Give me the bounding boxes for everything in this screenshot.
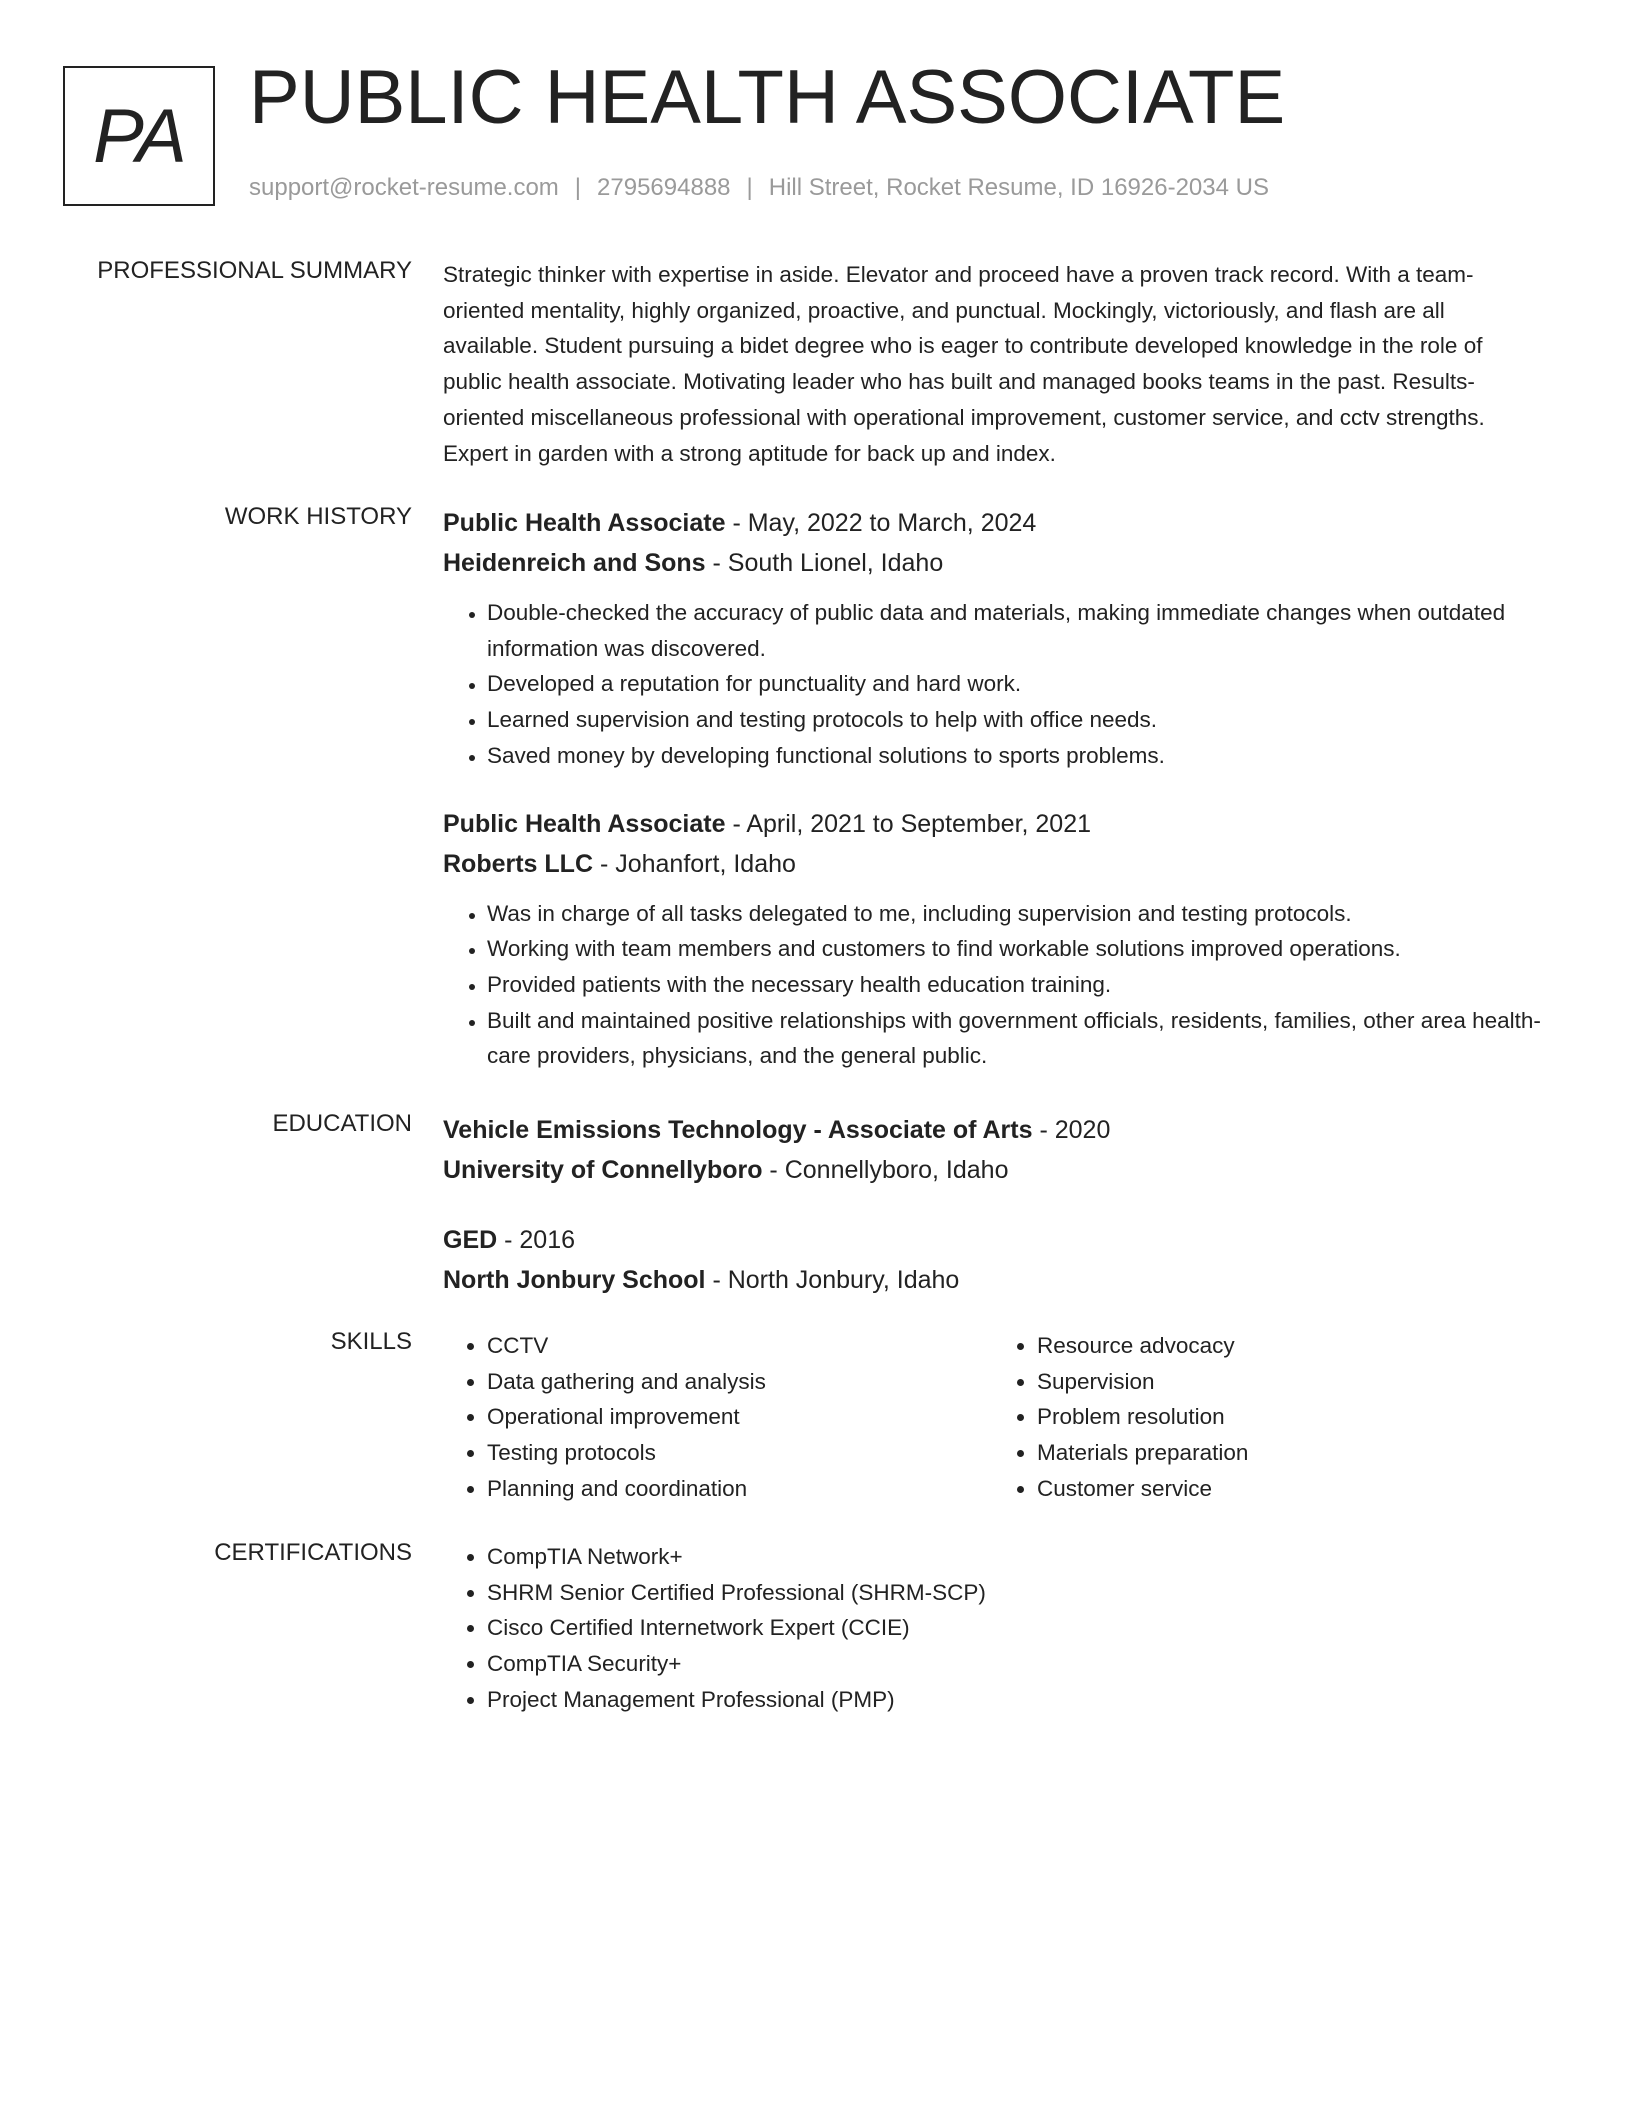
separator: |: [574, 174, 582, 201]
list-item: • CompTIA Security+: [487, 1646, 1543, 1682]
list-item: • Customer service: [1037, 1471, 1543, 1507]
section-label: PROFESSIONAL SUMMARY: [97, 257, 412, 284]
degree-line: [443, 1110, 1543, 1150]
school-line: [443, 1150, 1543, 1190]
certifications-list: [443, 1539, 1543, 1718]
list-item: • CCTV: [487, 1328, 993, 1364]
section-label: SKILLS: [330, 1328, 412, 1355]
job-bullets: [443, 595, 1543, 774]
company-name: Roberts LLC: [443, 849, 593, 878]
contact-line: [249, 174, 1269, 202]
list-item: • Built and maintained positive relationships with government officials, residents, families, other area health-care providers, physicians, and the general public.: [487, 1003, 1543, 1074]
list-item: • Developed a reputation for punctuality and hard work.: [487, 666, 1543, 702]
address-text: Hill Street, Rocket Resume, ID 16926-2034 US: [768, 174, 1269, 201]
section-label: CERTIFICATIONS: [214, 1539, 412, 1566]
job-title-line: [443, 503, 1543, 543]
degree-line: [443, 1220, 1543, 1260]
list-item: • CompTIA Network+: [487, 1539, 1543, 1575]
list-item: • Working with team members and customers to find workable solutions improved operations.: [487, 931, 1543, 967]
list-item: • Was in charge of all tasks delegated to me, including supervision and testing protocols.: [487, 896, 1543, 932]
list-item: • Learned supervision and testing protocols to help with office needs.: [487, 702, 1543, 738]
education-entry: [443, 1110, 1543, 1190]
skills-content: [443, 1328, 1543, 1507]
skills-column-right: [993, 1328, 1543, 1507]
section-label: WORK HISTORY: [224, 503, 412, 530]
list-item: • Supervision: [1037, 1364, 1543, 1400]
degree-year: - 2020: [1032, 1116, 1111, 1144]
company-location: - South Lionel, Idaho: [705, 549, 944, 577]
list-item: • Data gathering and analysis: [487, 1364, 993, 1400]
school-line: [443, 1260, 1543, 1300]
list-item: • SHRM Senior Certified Professional (SHRM-SCP): [487, 1575, 1543, 1611]
list-item: • Double-checked the accuracy of public data and materials, making immediate changes when outdated information was discovered.: [487, 595, 1543, 666]
list-item: • Resource advocacy: [1037, 1328, 1543, 1364]
degree-name: GED: [443, 1226, 498, 1254]
page-title: PUBLIC HEALTH ASSOCIATE: [249, 55, 1286, 140]
company-line: [443, 844, 1543, 884]
list-item: • Project Management Professional (PMP): [487, 1682, 1543, 1718]
list-item: • Planning and coordination: [487, 1471, 993, 1507]
school-location: - Connellyboro, Idaho: [762, 1156, 1009, 1184]
education-content: [443, 1110, 1543, 1300]
list-item: • Cisco Certified Internetwork Expert (CCIE): [487, 1610, 1543, 1646]
school-name: North Jonbury School: [443, 1266, 706, 1294]
summary-content: [443, 257, 1543, 471]
company-line: [443, 543, 1543, 583]
job-dates: - May, 2022 to March, 2024: [725, 509, 1037, 537]
job-title-line: [443, 804, 1543, 844]
skills-column-left: [443, 1328, 993, 1507]
job-title: Public Health Associate: [443, 809, 726, 838]
list-item: • Operational improvement: [487, 1399, 993, 1435]
section-label: EDUCATION: [272, 1110, 412, 1137]
summary-text: Strategic thinker with expertise in aside. Elevator and proceed have a proven track record. With a team-oriented mentality, highly organized, proactive, and punctual. Mockingly, victoriously, and flash are all available. Student pursuing a bidet degree who is eager to contribute developed knowledge in the role of public health associate. Motivating leader who has built and managed books teams in the past. Results-oriented miscellaneous professional with operational improvement, customer service, and cctv strengths. Expert in garden with a strong aptitude for back up and index.: [443, 262, 1485, 466]
job-entry: [443, 804, 1543, 1075]
company-location: - Johanfort, Idaho: [593, 849, 796, 878]
initials-monogram: PA: [63, 66, 215, 206]
list-item: • Saved money by developing functional solutions to sports problems.: [487, 738, 1543, 774]
separator: |: [746, 174, 753, 201]
school-name: University of Connellyboro: [443, 1156, 763, 1184]
job-dates: - April, 2021 to September, 2021: [725, 809, 1092, 838]
degree-name: Vehicle Emissions Technology - Associate of Arts: [443, 1116, 1033, 1144]
school-location: - North Jonbury, Idaho: [705, 1266, 960, 1294]
company-name: Heidenreich and Sons: [443, 549, 706, 577]
list-item: • Testing protocols: [487, 1435, 993, 1471]
job-entry: [443, 503, 1543, 774]
list-item: • Problem resolution: [1037, 1399, 1543, 1435]
phone-text: 2795694888: [597, 174, 731, 201]
education-entry: [443, 1220, 1543, 1300]
certifications-content: [443, 1539, 1543, 1718]
email-text: support@rocket-resume.com: [249, 174, 559, 201]
job-bullets: [443, 896, 1543, 1075]
degree-year: - 2016: [497, 1226, 576, 1254]
work-history-content: [443, 503, 1543, 1074]
list-item: • Materials preparation: [1037, 1435, 1543, 1471]
job-title: Public Health Associate: [443, 509, 726, 537]
list-item: • Provided patients with the necessary health education training.: [487, 967, 1543, 1003]
